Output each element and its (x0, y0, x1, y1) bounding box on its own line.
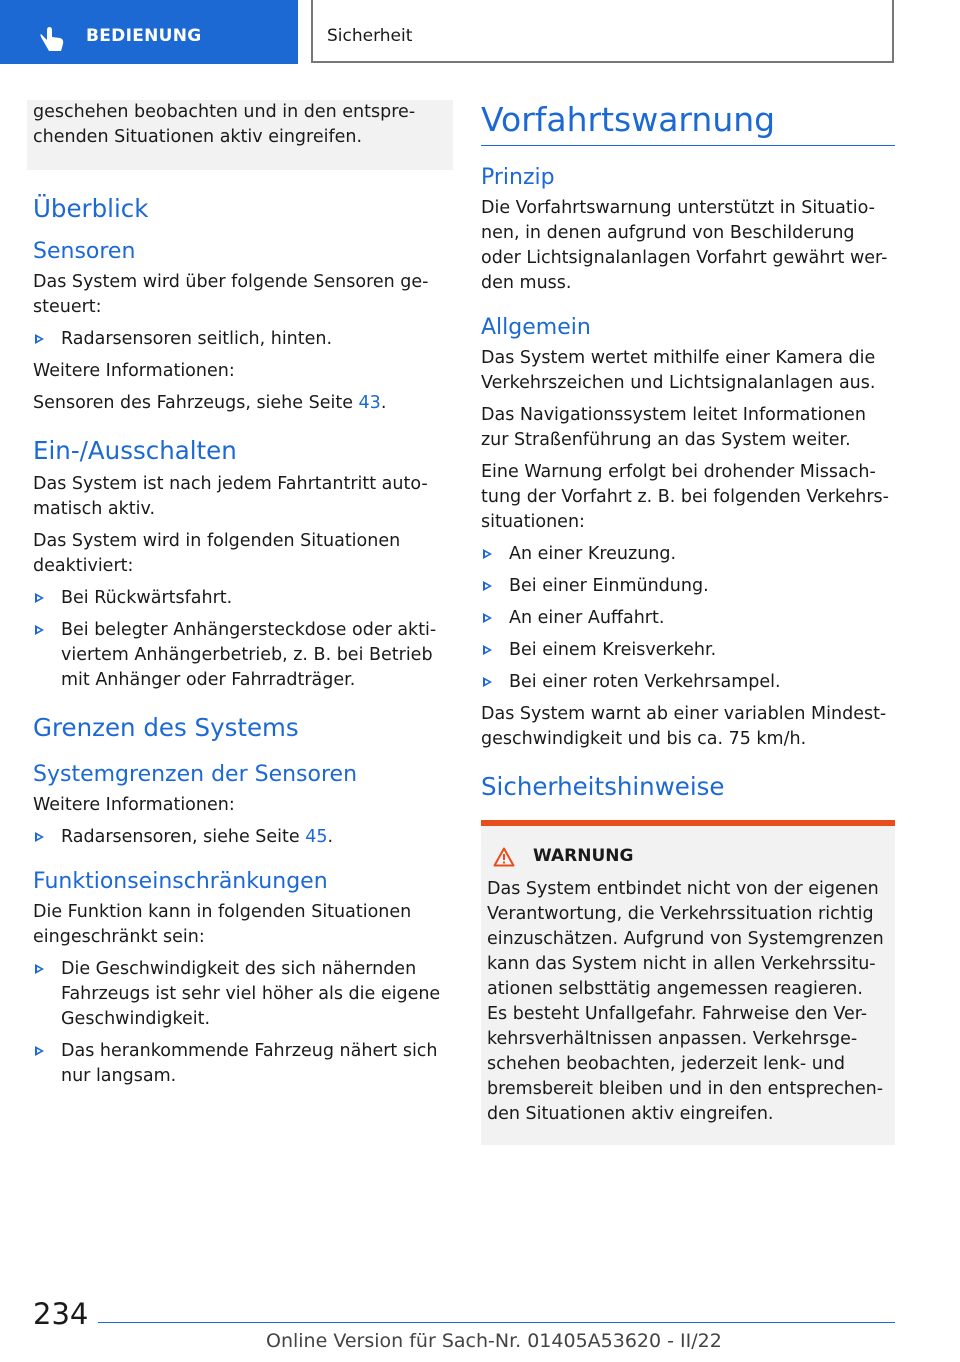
triangle-bullet-icon (483, 677, 492, 687)
more-info-label: Weitere Informationen: (33, 795, 235, 815)
list-item: Bei einem Kreisverkehr. (481, 638, 895, 663)
title-divider (481, 145, 895, 146)
triangle-bullet-icon (483, 581, 492, 591)
general-heading: Allgemein (481, 315, 591, 340)
warning-box (481, 820, 895, 1145)
footer-divider (98, 1322, 895, 1323)
chapter-tab (0, 0, 298, 64)
list-item: An einer Kreuzung. (481, 542, 895, 567)
safety-heading: Sicherheitshinweise (481, 772, 725, 801)
chapter-label: BEDIENUNG (86, 26, 202, 46)
online-version-note: Online Version für Sach-Nr. 01405A53620 - II/22 (266, 1330, 722, 1352)
list-item: Radarsensoren, siehe Seite 45. (33, 825, 447, 850)
triangle-bullet-icon (483, 549, 492, 559)
triangle-bullet-icon (35, 334, 44, 344)
page-link-45[interactable]: 45 (305, 827, 328, 847)
sensor-limits-heading: Systemgrenzen der Sensoren (33, 762, 358, 787)
list-item: Bei einer Einmündung. (481, 574, 895, 599)
list-item: Die Geschwindigkeit des sich nähernden Fahrzeugs ist sehr viel höher als die eigene Geschwindigkeit. (33, 957, 447, 1032)
triangle-bullet-icon (483, 613, 492, 623)
list-item: Bei Rückwärtsfahrt. (33, 586, 447, 611)
pointing-hand-icon (38, 24, 68, 54)
section-label: Sicherheit (327, 26, 413, 46)
onoff-text-1: Das System ist nach jedem Fahrtantritt auto-matisch aktiv. (33, 474, 428, 519)
warning-triangle-icon (493, 847, 515, 867)
overview-heading: Überblick (33, 194, 149, 223)
triangle-bullet-icon (483, 645, 492, 655)
triangle-bullet-icon (35, 832, 44, 842)
warning-label: WARNUNG (533, 846, 634, 866)
list-item: Bei einer roten Verkehrsampel. (481, 670, 895, 695)
function-limits-list (33, 957, 447, 1089)
function-limits-heading: Funktionseinschränkungen (33, 869, 328, 894)
onoff-list (33, 586, 447, 693)
page-number: 234 (33, 1297, 89, 1331)
continued-warning-box (27, 100, 453, 170)
onoff-text-2: Das System wird in folgenden Situationen deaktiviert: (33, 531, 401, 576)
list-item: Bei belegter Anhängersteckdose oder akti-viertem Anhängerbetrieb, z. B. bei Betrieb mit Anhänger oder Fahrradträger. (33, 618, 447, 693)
right-column (481, 100, 895, 1145)
onoff-heading: Ein-/Ausschalten (33, 436, 237, 465)
list-item: Radarsensoren seitlich, hinten. (33, 327, 447, 352)
warning-header (487, 844, 887, 869)
sensors-heading: Sensoren (33, 239, 136, 264)
sensors-reference: Sensoren des Fahrzeugs, siehe Seite 43. (33, 393, 387, 413)
triangle-bullet-icon (35, 625, 44, 635)
list-item: An einer Auffahrt. (481, 606, 895, 631)
general-text-1: Das System wertet mithilfe einer Kamera die Verkehrszeichen und Lichtsignalanlagen aus. (481, 348, 876, 393)
section-header (311, 0, 894, 63)
principle-text: Die Vorfahrtswarnung unterstützt in Situatio-nen, in denen aufgrund von Beschilderung oder Lichtsignalanlagen Vorfahrt gewährt wer-den muss. (481, 198, 888, 293)
general-text-3: Eine Warnung erfolgt bei drohender Missach-tung der Vorfahrt z. B. bei folgenden Verkehrs-situationen: (481, 462, 889, 532)
triangle-bullet-icon (35, 1046, 44, 1056)
page-link-43[interactable]: 43 (358, 393, 381, 413)
sensors-text: Das System wird über folgende Sensoren ge-steuert: (33, 272, 429, 317)
triangle-bullet-icon (35, 593, 44, 603)
warning-text: Das System entbindet nicht von der eigenen Verantwortung, die Verkehrssituation richtig einzuschätzen. Aufgrund von Systemgrenzen kann das System nicht in allen Verkehrssitu-ationen selbsttätig angemessen reagieren. Es besteht Unfallgefahr. Fahrweise den Ver-kehrsverhältnissen anpassen. Verkehrsge-schehen beobachten, jederzeit lenk- und bremsbereit bleiben und in den entsprechen-den Situationen aktiv eingreifen. (487, 879, 884, 1124)
more-info-label: Weitere Informationen: (33, 361, 235, 381)
situations-list (481, 542, 895, 695)
intro-text: geschehen beobachten und in den entspre-chenden Situationen aktiv eingreifen. (33, 102, 416, 147)
function-limits-text: Die Funktion kann in folgenden Situationen eingeschränkt sein: (33, 902, 412, 947)
general-text-4: Das System warnt ab einer variablen Mindest-geschwindigkeit und bis ca. 75 km/h. (481, 704, 887, 749)
general-text-2: Das Navigationssystem leitet Informationen zur Straßenführung an das System weiter. (481, 405, 866, 450)
list-item: Das herankommende Fahrzeug nähert sich nur langsam. (33, 1039, 447, 1089)
left-column (33, 100, 447, 1096)
triangle-bullet-icon (35, 964, 44, 974)
sensors-list (33, 327, 447, 352)
radar-ref-list (33, 825, 447, 850)
page-title: Vorfahrtswarnung (481, 100, 776, 139)
limits-heading: Grenzen des Systems (33, 713, 299, 742)
principle-heading: Prinzip (481, 165, 555, 190)
